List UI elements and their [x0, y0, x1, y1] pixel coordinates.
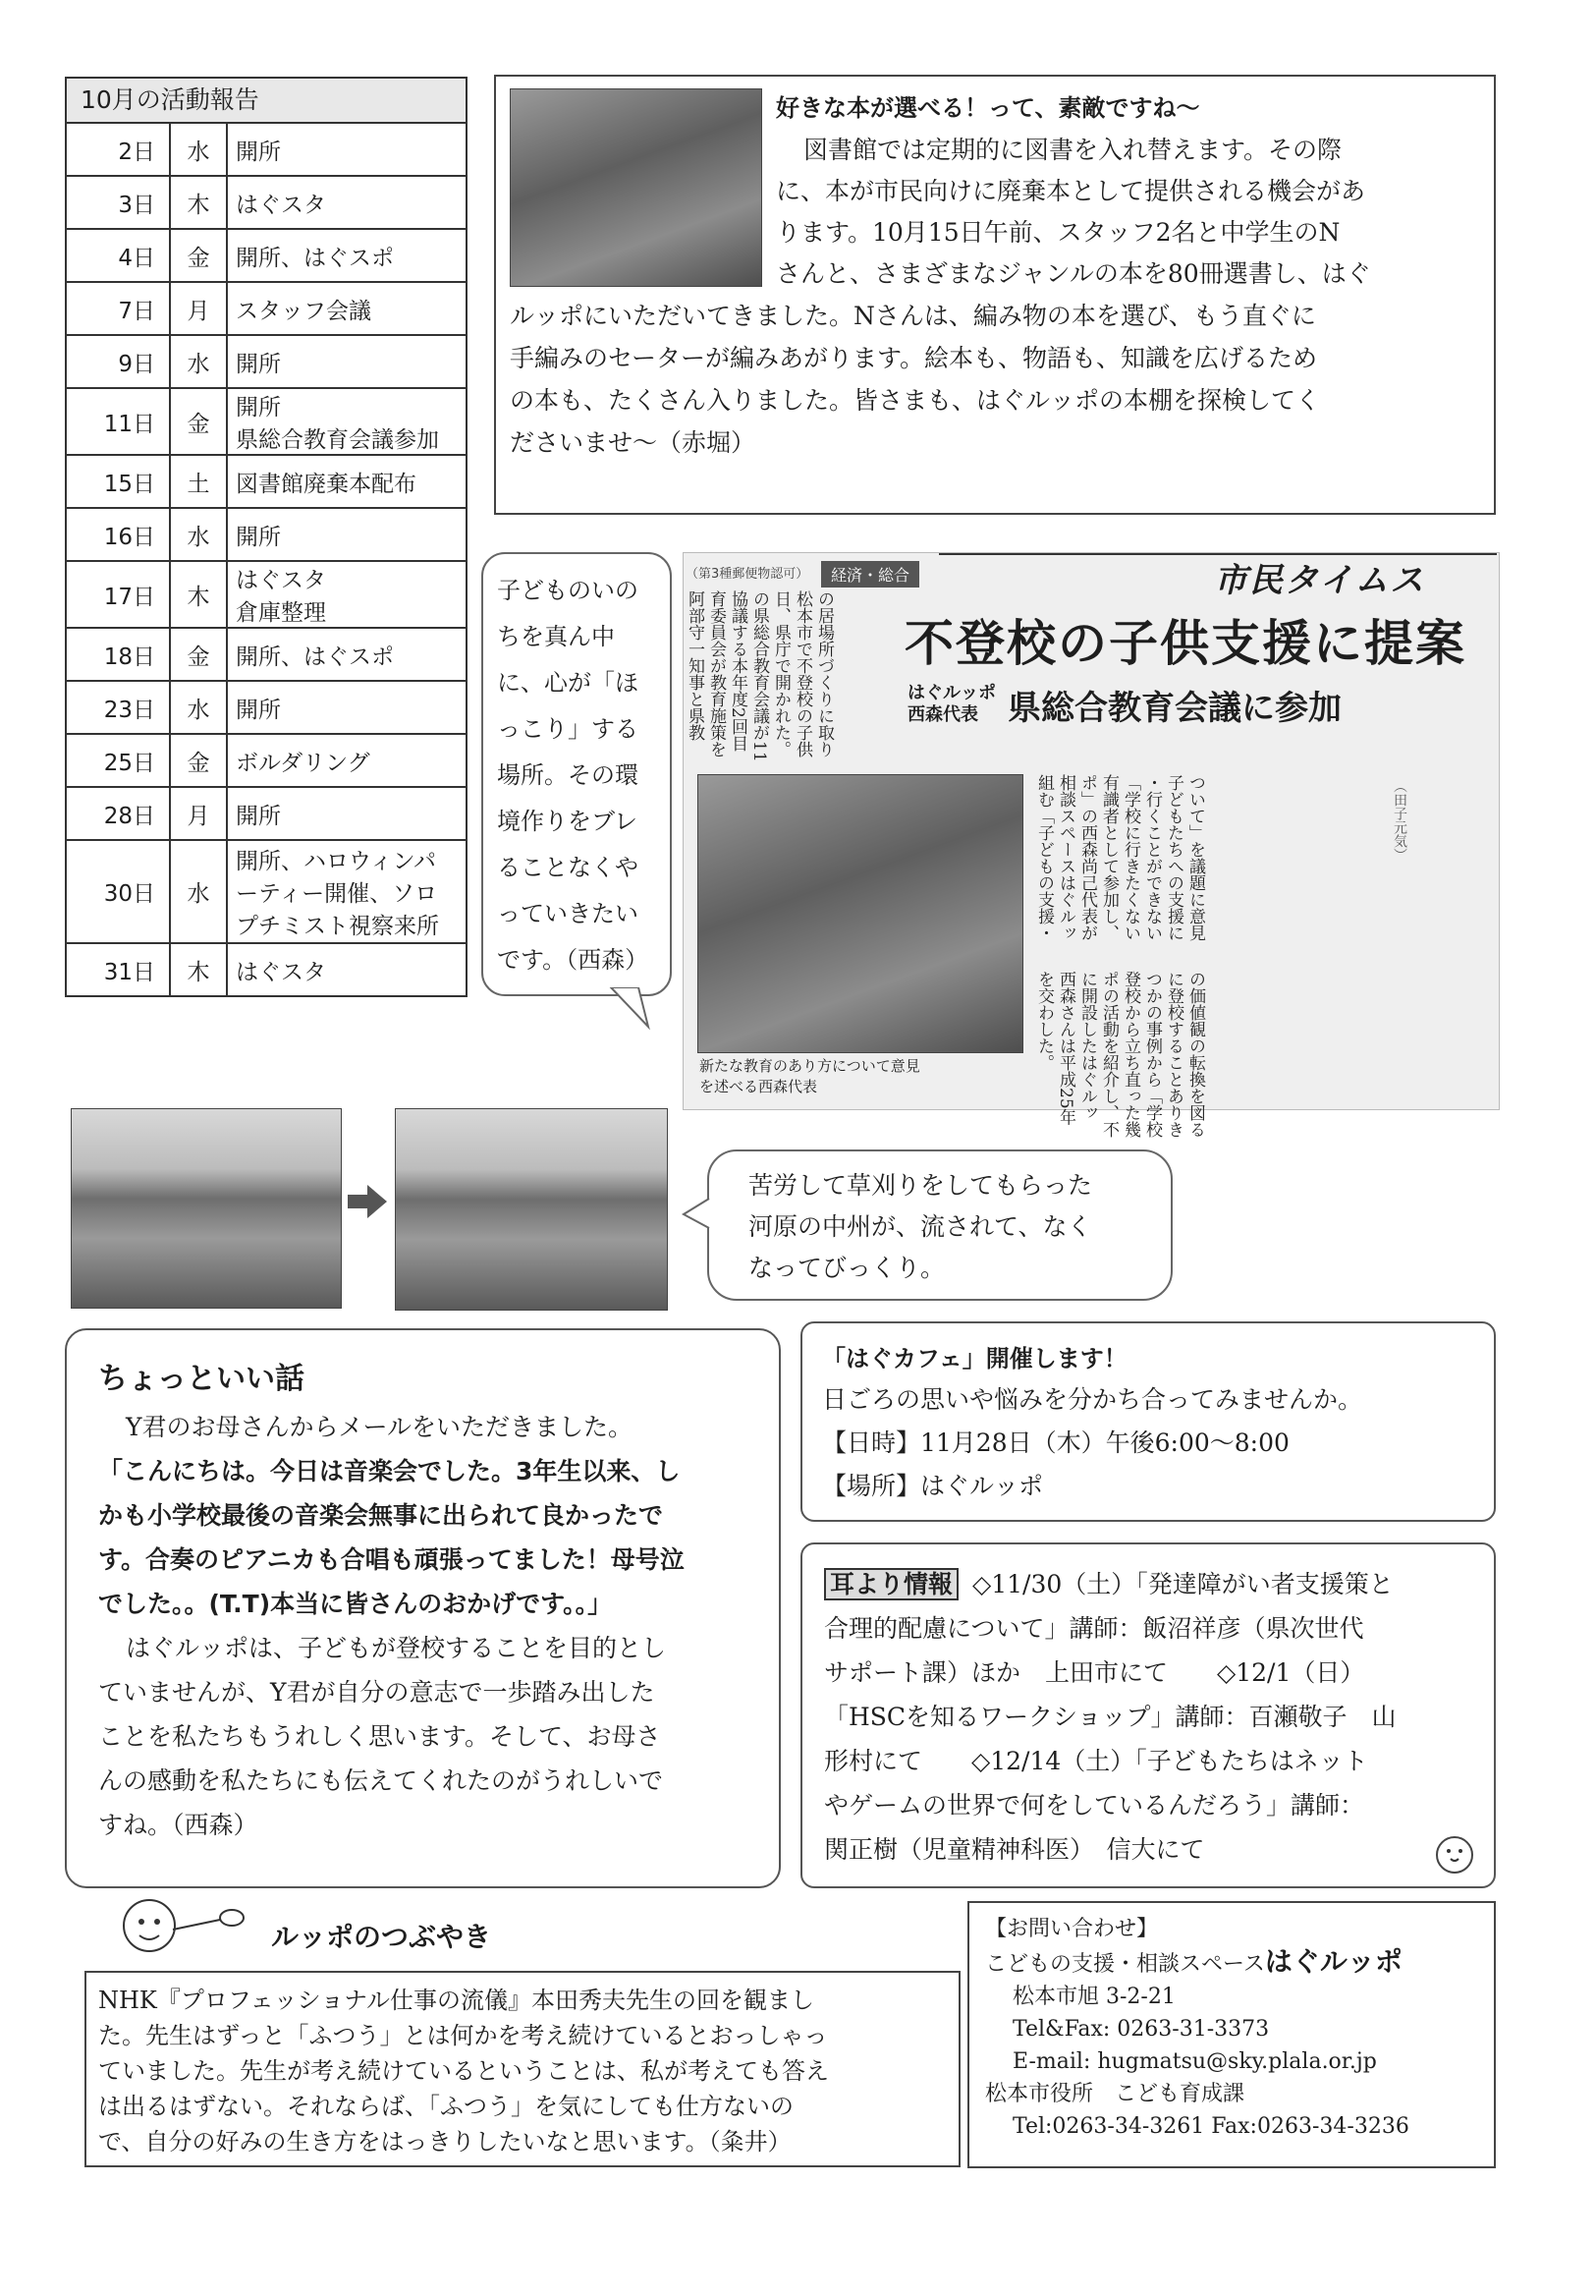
byline: （田子元気）: [1392, 779, 1407, 862]
activity-text: 図書館廃棄本配布: [227, 455, 467, 508]
contact-address: 松本市旭 3-2-21: [1013, 1985, 1176, 2009]
activity-row: [66, 455, 467, 508]
books-line: 手編みのセーターが編みあがります。絵本も、物語も、知識を広げるため: [510, 344, 1318, 372]
info-badge: 耳より情報: [824, 1568, 959, 1600]
activity-text: はぐスタ 倉庫整理: [227, 561, 467, 628]
story-line: ことを私たちもうれしく思います。そして、お母さ: [98, 1722, 661, 1751]
activity-row: [66, 176, 467, 229]
activity-weekday: 水: [170, 335, 227, 388]
activity-day: 3日: [66, 176, 170, 229]
col: 育委員会が教育施策を: [706, 590, 726, 757]
story-line: んの感動を私たちにも伝えてくれたのがうれしいで: [98, 1766, 664, 1795]
activity-weekday: 水: [170, 840, 227, 943]
col: 子どもたちへの支援に: [1164, 774, 1183, 941]
arrow-right-icon: [346, 1183, 389, 1220]
activity-day: 23日: [66, 681, 170, 734]
activity-day: 9日: [66, 335, 170, 388]
cafe-line: 【日時】11月28日（木）午後6:00～8:00: [822, 1428, 1290, 1457]
tweet-body: [98, 1983, 829, 2159]
col: ポの活動を紹介し、不: [1099, 971, 1119, 1138]
activity-text: 開所: [227, 681, 467, 734]
bubble-line: っていきたい: [497, 900, 638, 927]
river-photo-after: [395, 1108, 668, 1311]
activity-row: [66, 840, 467, 943]
activity-text: 開所 県総合教育会議参加: [227, 388, 467, 455]
river-line: 河原の中州が、流されて、なく: [748, 1212, 1092, 1241]
activity-day: 4日: [66, 229, 170, 282]
body-text-bottom: [1033, 971, 1206, 1157]
info-line: サポート課）ほか 上田市にて ◇12/1（日）: [824, 1658, 1365, 1687]
activity-text: 開所: [227, 508, 467, 561]
activity-day: 17日: [66, 561, 170, 628]
good-story-body: [98, 1405, 766, 1847]
col: 「学校に行きたくない: [1121, 774, 1140, 941]
books-line: ります。10月15日午前、スタッフ2名と中学生のN: [776, 218, 1341, 247]
activity-day: 31日: [66, 943, 170, 996]
activity-row: [66, 335, 467, 388]
col: つかの事例から「学校: [1142, 971, 1162, 1138]
bubble-tail: [609, 987, 668, 1032]
activity-text: はぐスタ: [227, 176, 467, 229]
story-line: でした。。(T.T)本当に皆さんのおかげです。。」: [98, 1590, 613, 1618]
bubble-line: 境作りをブレ: [497, 808, 638, 835]
paper-name: 市民タイムス: [1214, 561, 1426, 600]
col: 協議する本年度2回目: [728, 590, 747, 752]
activity-title: 10月の活動報告: [65, 77, 468, 122]
col: 登校から立ち直った幾: [1121, 971, 1140, 1138]
cafe-line: 【場所】はぐルッポ: [822, 1472, 1044, 1500]
col: の居場所づくりに取り: [814, 590, 834, 757]
bubble-text: [497, 568, 648, 983]
books-body-bottom: [510, 295, 1487, 464]
col: を交わした。: [1034, 971, 1054, 1071]
headline: 不登校の子供支援に提案: [905, 614, 1466, 672]
tweet-line: で、自分の好みの生き方をはっきりしたいなと思います。（粂井）: [98, 2128, 792, 2156]
activity-weekday: 金: [170, 388, 227, 455]
col: 組む「子どもの支援・: [1034, 774, 1054, 941]
books-article: [494, 75, 1496, 515]
bubble-tail: [682, 1195, 711, 1234]
story-line: すね。（西森）: [98, 1811, 258, 1839]
meeting-photo: [697, 774, 1023, 1053]
contact-email: E-mail: hugmatsu@sky.plala.or.jp: [1013, 2049, 1377, 2074]
activity-weekday: 水: [170, 123, 227, 176]
col: に登校することありき: [1164, 971, 1183, 1138]
activity-weekday: 金: [170, 229, 227, 282]
speech-bubble-left: [481, 552, 672, 996]
activity-text: 開所、はぐスポ: [227, 229, 467, 282]
newspaper-clipping: [683, 552, 1500, 1138]
contact-title: 【お問い合わせ】: [985, 1917, 1159, 1941]
activity-text: はぐスタ: [227, 943, 467, 996]
activity-text: ボルダリング: [227, 734, 467, 787]
info-box: [800, 1542, 1496, 1888]
activity-text: 開所: [227, 787, 467, 840]
contact-body: [985, 1913, 1409, 2143]
contact-city-tel: Tel:0263-34-3261 Fax:0263-34-3236: [1013, 2114, 1409, 2139]
col: 日、県庁で開かれた。: [771, 590, 791, 757]
activity-weekday: 土: [170, 455, 227, 508]
speech-bubble-river: [707, 1149, 1173, 1301]
bubble-line: 子どものいの: [497, 577, 638, 604]
activity-weekday: 月: [170, 282, 227, 335]
river-line: なってびっくり。: [748, 1254, 946, 1282]
tweet-line: NHK『プロフェッショナル仕事の流儀』本田秀夫先生の回を観まし: [98, 1987, 814, 2014]
river-photo-before: [71, 1108, 342, 1309]
books-line: ださいませ～（赤堀）: [510, 428, 756, 457]
activity-row: [66, 229, 467, 282]
activity-weekday: 水: [170, 681, 227, 734]
tweet-title: ルッポのつぶやき: [271, 1921, 492, 1953]
col: の価値観の転換を図る: [1185, 971, 1205, 1138]
books-line: ルッポにいただいてきました。Nさんは、編み物の本を選び、もう直ぐに: [510, 302, 1316, 330]
contact-tel: Tel&Fax: 0263-31-3373: [1013, 2017, 1270, 2042]
story-line: ていませんが、Y君が自分の意志で一歩踏み出した: [98, 1678, 655, 1707]
col: 相談スペースはぐルッ: [1056, 774, 1075, 941]
books-line: の本も、たくさん入りました。皆さまも、はぐルッポの本棚を探検してく: [510, 386, 1321, 415]
tweet-line: は出るはずない。それならば、「ふつう」を気にしても仕方ないの: [98, 2093, 794, 2120]
cafe-box: [800, 1321, 1496, 1522]
activity-table: [65, 122, 468, 997]
section-tag: 経済・総合: [821, 561, 919, 588]
col: ポ」の西森尚己代表が: [1077, 774, 1097, 941]
more-columns: [1391, 779, 1408, 1103]
activity-day: 11日: [66, 388, 170, 455]
activity-day: 28日: [66, 787, 170, 840]
activity-day: 16日: [66, 508, 170, 561]
activity-day: 30日: [66, 840, 170, 943]
activity-row: [66, 787, 467, 840]
books-line: に、本が市民向けに廃棄本として提供される機会があ: [776, 177, 1366, 205]
activity-day: 18日: [66, 628, 170, 681]
activity-weekday: 金: [170, 628, 227, 681]
bubble-line: ちを真ん中: [497, 623, 615, 650]
tweet-box: [84, 1971, 961, 2167]
bubble-line: 場所。その環: [497, 761, 638, 789]
col: ついて」を議題に意見: [1185, 774, 1205, 941]
activity-weekday: 木: [170, 561, 227, 628]
books-line: さんと、さまざまなジャンルの本を80冊選書し、はぐ: [776, 259, 1371, 288]
subhead-small: [908, 683, 996, 726]
subhead-small-line: はぐルッポ: [908, 683, 996, 703]
activity-text: 開所、ハロウィンパーティー開催、ソロプチミスト視察来所: [227, 840, 467, 943]
river-text: [748, 1165, 1092, 1289]
activity-text: 開所、はぐスポ: [227, 628, 467, 681]
story-line: す。合奏のピアニカも合唱も頑張ってました！母号泣: [98, 1545, 685, 1574]
col: に開設したはぐルッ: [1077, 971, 1097, 1121]
subheadline: 県総合教育会議に参加: [1008, 689, 1342, 728]
col: 阿部守一知事と県教: [685, 590, 704, 741]
activity-day: 7日: [66, 282, 170, 335]
activity-weekday: 月: [170, 787, 227, 840]
story-line: Y君のお母さんからメールをいただきました。: [126, 1413, 633, 1441]
info-body: [824, 1562, 1397, 1872]
river-line: 苦労して草刈りをしてもらった: [748, 1171, 1093, 1200]
caption-line: を述べる西森代表: [699, 1078, 818, 1095]
story-line: はぐルッポは、子どもが登校することを目的とし: [126, 1634, 667, 1662]
lead-text: [684, 590, 835, 792]
col: の県総合教育会議が11: [749, 590, 769, 762]
activity-row: [66, 561, 467, 628]
books-title: 好きな本が選べる！って、素敵ですね～: [776, 94, 1200, 122]
subhead-small-line: 西森代表: [908, 704, 978, 725]
mascot-icon: [110, 1886, 248, 1975]
books-body-top: [776, 130, 1483, 295]
activity-day: 15日: [66, 455, 170, 508]
info-line: 関正樹（児童精神科医） 信大にて: [824, 1835, 1205, 1864]
activity-row: [66, 388, 467, 455]
activity-row: [66, 734, 467, 787]
activity-row: [66, 123, 467, 176]
contact-city: 松本市役所 こども育成課: [985, 2082, 1245, 2106]
books-line: 図書館では定期的に図書を入れ替えます。その際: [803, 136, 1343, 164]
story-line: 「こんにちは。今日は音楽会でした。3年生以来、し: [98, 1457, 681, 1485]
cafe-body: [822, 1378, 1362, 1508]
bubble-line: です。（西森）: [497, 946, 649, 974]
col: 有識者として参加し、: [1099, 774, 1119, 941]
activity-row: [66, 681, 467, 734]
good-story-title: ちょっといい話: [98, 1362, 304, 1396]
activity-weekday: 水: [170, 508, 227, 561]
tweet-line: ていました。先生が考え続けているということは、私が考えても答え: [98, 2057, 829, 2085]
activity-text: スタッフ会議: [227, 282, 467, 335]
photo-caption: [699, 1056, 920, 1097]
info-line: 合理的配慮について」講師：飯沼祥彦（県次世代: [824, 1614, 1364, 1643]
activity-text: 開所: [227, 335, 467, 388]
chick-icon: [1431, 1831, 1480, 1876]
bubble-line: っこり」する: [497, 715, 638, 743]
activity-weekday: 木: [170, 176, 227, 229]
activity-row: [66, 282, 467, 335]
activity-weekday: 金: [170, 734, 227, 787]
info-line: 「HSCを知るワークショップ」講師：百瀬敬子 山: [824, 1703, 1397, 1731]
activity-text: 開所: [227, 123, 467, 176]
cafe-title: 「はぐカフェ」開催します！: [822, 1345, 1128, 1372]
col: 西森さんは平成25年: [1056, 971, 1075, 1126]
activity-weekday: 木: [170, 943, 227, 996]
activity-row: [66, 508, 467, 561]
good-story-box: [65, 1328, 781, 1888]
col: 松本市で不登校の子供: [793, 590, 812, 757]
info-line: ◇11/30（土）「発達障がい者支援策と: [972, 1570, 1394, 1598]
info-line: やゲームの世界で何をしているんだろう」講師：: [824, 1791, 1365, 1820]
contact-org-name: はぐルッポ: [1264, 1945, 1403, 1978]
activity-row: [66, 943, 467, 996]
tweet-line: た。先生はずっと「ふつう」とは何かを考え続けているとおっしゃっ: [98, 2022, 828, 2049]
cafe-line: 日ごろの思いや悩みを分かち合ってみませんか。: [822, 1385, 1363, 1414]
story-line: かも小学校最後の音楽会無事に出られて良かったで: [98, 1501, 664, 1530]
activity-day: 25日: [66, 734, 170, 787]
info-line: 形村にて ◇12/14（土）「子どもたちはネット: [824, 1747, 1368, 1775]
permit-label: （第3種郵便物認可）: [686, 567, 809, 582]
col: ・行くことができない: [1142, 774, 1162, 941]
activity-report: [65, 77, 468, 997]
bubble-line: に、心が「ほ: [497, 669, 638, 697]
masthead-rule: [939, 553, 1497, 555]
bubble-line: ることなくや: [497, 854, 638, 881]
book-sale-photo: [510, 88, 762, 287]
contact-box: [967, 1901, 1496, 2168]
contact-org-prefix: こどもの支援・相談スペース: [985, 1952, 1265, 1977]
body-text-top: [1033, 774, 1206, 961]
caption-line: 新たな教育のあり方について意見: [699, 1057, 920, 1075]
activity-day: 2日: [66, 123, 170, 176]
activity-row: [66, 628, 467, 681]
